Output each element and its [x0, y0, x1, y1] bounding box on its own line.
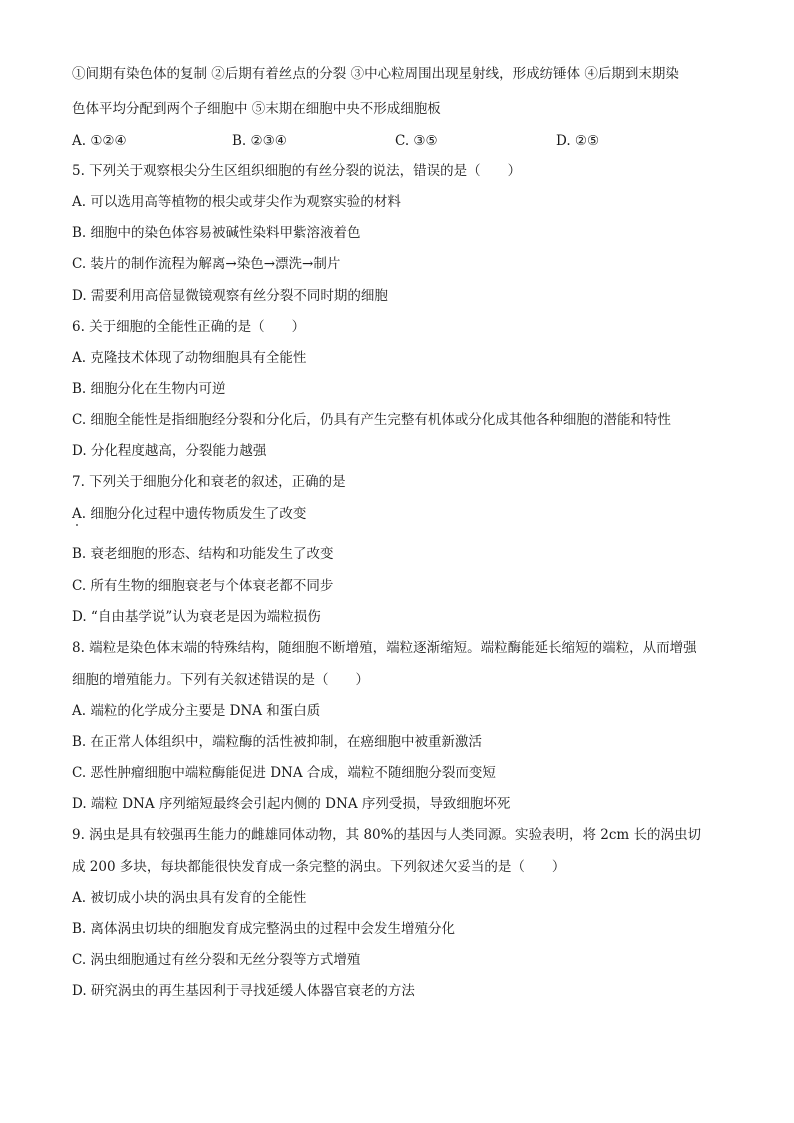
- q7-option-c: C. 所有生物的细胞衰老与个体衰老都不同步: [72, 578, 334, 594]
- q9-stem-line2: 成 200 多块，每块都能很快发育成一条完整的涡虫。下列叙述欠妥当的是（ ）: [72, 859, 566, 875]
- q7-stem: 7. 下列关于细胞分化和衰老的叙述，正确的是: [72, 474, 346, 490]
- q9-option-c: C. 涡虫细胞通过有丝分裂和无丝分裂等方式增殖: [72, 952, 361, 968]
- q8-option-a: A. 端粒的化学成分主要是 DNA 和蛋白质: [72, 703, 321, 719]
- q9-option-a: A. 被切成小块的涡虫具有发育的全能性: [72, 890, 307, 906]
- q5-option-d: D. 需要利用高倍显微镜观察有丝分裂不同时期的细胞: [72, 288, 388, 304]
- q4-option-a: A. ①②④: [72, 133, 127, 149]
- q8-option-c: C. 恶性肿瘤细胞中端粒酶能促进 DNA 合成，端粒不随细胞分裂而变短: [72, 765, 496, 781]
- q5-option-b: B. 细胞中的染色体容易被碱性染料甲紫溶液着色: [72, 225, 361, 241]
- q6-option-b: B. 细胞分化在生物内可逆: [72, 381, 226, 397]
- q8-option-d: D. 端粒 DNA 序列缩短最终会引起内侧的 DNA 序列受损，导致细胞坏死: [72, 796, 511, 812]
- q8-stem-line2: 细胞的增殖能力。下列有关叙述错误的是（ ）: [72, 672, 369, 688]
- q8-option-b: B. 在正常人体组织中，端粒酶的活性被抑制，在癌细胞中被重新激活: [72, 734, 483, 750]
- q4-stem-line1: ①间期有染色体的复制 ②后期有着丝点的分裂 ③中心粒周围出现星射线，形成纺锤体 ④后期到末期染: [72, 66, 679, 82]
- q6-option-c: C. 细胞全能性是指细胞经分裂和分化后，仍具有产生完整有机体或分化成其他各种细胞的潜能和特性: [72, 412, 671, 428]
- q6-stem: 6. 关于细胞的全能性正确的是（ ）: [72, 319, 306, 335]
- q4-option-d: D. ②⑤: [556, 133, 600, 149]
- q5-option-a: A. 可以选用高等植物的根尖或芽尖作为观察实验的材料: [72, 194, 401, 210]
- q4-stem-line2: 色体平均分配到两个子细胞中 ⑤末期在细胞中央不形成细胞板: [72, 101, 441, 117]
- stray-dot: [76, 524, 78, 526]
- q9-option-b: B. 离体涡虫切块的细胞发育成完整涡虫的过程中会发生增殖分化: [72, 921, 456, 937]
- q4-option-b: B. ②③④: [232, 133, 287, 149]
- q4-option-c: C. ③⑤: [395, 133, 438, 149]
- q8-stem-line1: 8. 端粒是染色体末端的特殊结构，随细胞不断增殖，端粒逐渐缩短。端粒酶能延长缩短的端粒，从而增强: [72, 640, 697, 656]
- q6-option-d: D. 分化程度越高，分裂能力越强: [72, 443, 267, 459]
- q9-stem-line1: 9. 涡虫是具有较强再生能力的雌雄同体动物，其 80%的基因与人类同源。实验表明，将 2cm 长的涡虫切: [72, 827, 702, 843]
- q7-option-d: D. “自由基学说”认为衰老是因为端粒损伤: [72, 609, 321, 625]
- q9-option-d: D. 研究涡虫的再生基因利于寻找延缓人体器官衰老的方法: [72, 983, 415, 999]
- q7-option-a: A. 细胞分化过程中遗传物质发生了改变: [72, 506, 307, 522]
- q7-option-b: B. 衰老细胞的形态、结构和功能发生了改变: [72, 546, 334, 562]
- q5-stem: 5. 下列关于观察根尖分生区组织细胞的有丝分裂的说法，错误的是（ ）: [72, 163, 522, 179]
- q5-option-c: C. 装片的制作流程为解离→染色→漂洗→制片: [72, 256, 341, 272]
- q6-option-a: A. 克隆技术体现了动物细胞具有全能性: [72, 350, 307, 366]
